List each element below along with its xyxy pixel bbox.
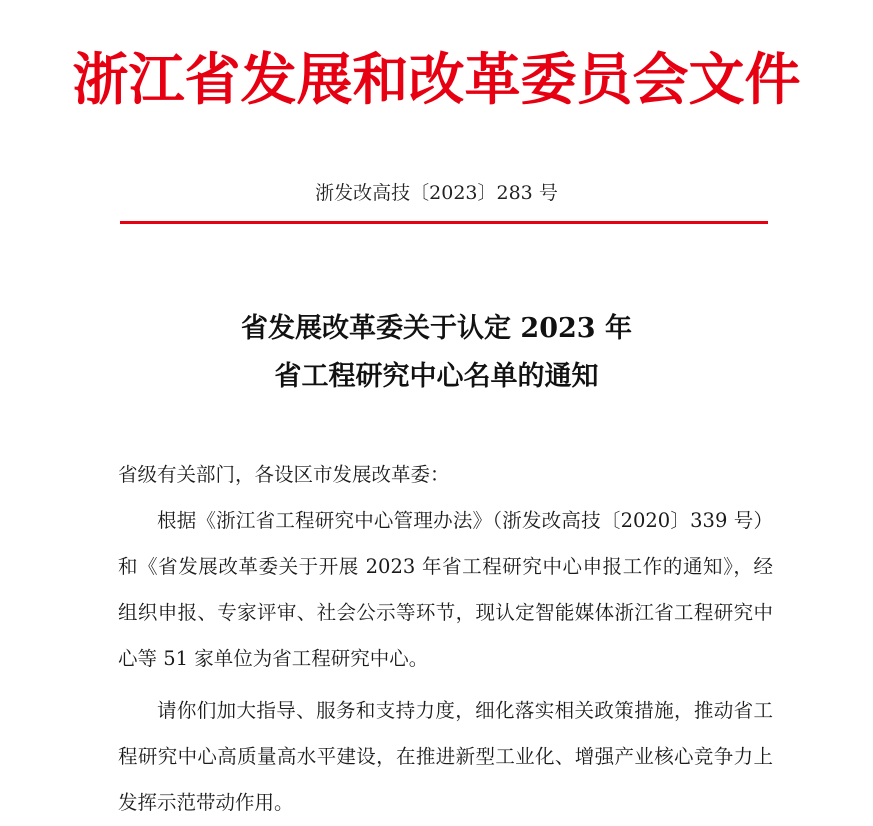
salutation: 省级有关部门，各设区市发展改革委： [118,463,450,486]
document-masthead: 浙江省发展和改革委员会文件 [72,47,801,113]
title-line-2: 省工程研究中心名单的通知 [274,361,599,392]
document-body [118,452,773,826]
document-number: 浙发改高技〔2023〕283 号 [315,182,558,204]
document-title [0,305,873,401]
title-line-1: 省发展改革委关于认定 2023 年 [241,313,632,344]
body-paragraph-1: 根据《浙江省工程研究中心管理办法》（浙发改高技〔2020〕339 号）和《省发展改革委关于开展 2023 年省工程研究中心申报工作的通知》，经组织申报、专家评审、社会公示等环节，现认定智能媒体浙江省工程研究中心等 51 家单位为省工程研究中心。 [118,509,773,670]
body-paragraph-2: 请你们加大指导、服务和支持力度，细化落实相关政策措施，推动省工程研究中心高质量高水平建设，在推进新型工业化、增强产业核心竞争力上发挥示范带动作用。 [118,699,773,814]
red-separator-line [120,221,768,224]
